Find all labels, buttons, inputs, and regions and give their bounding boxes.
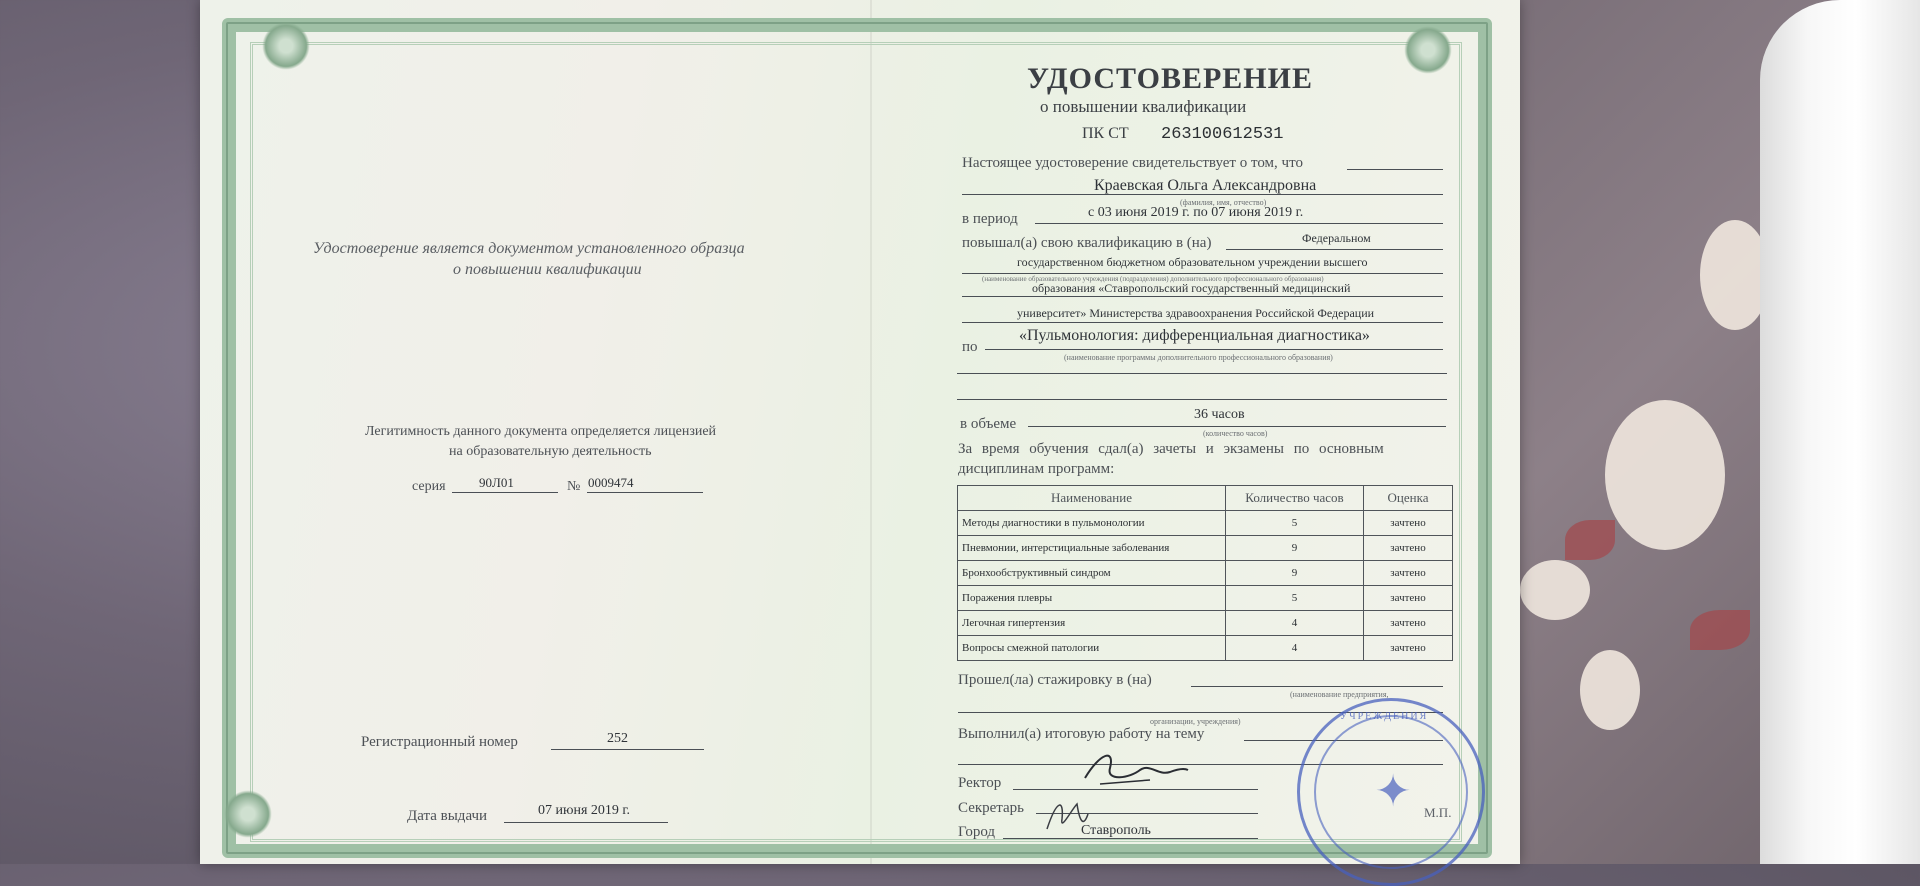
series-value: 90Л01	[479, 475, 514, 490]
cert-number: 263100612531	[1161, 125, 1284, 144]
org-underline-3	[962, 296, 1443, 297]
city-label: Город	[958, 824, 996, 840]
doc-subtitle: о повышении квалификации	[1040, 97, 1247, 116]
number-label: №	[567, 479, 581, 494]
table-row	[958, 636, 1453, 661]
corner-ornament	[224, 790, 272, 838]
program-value: «Пульмонология: дифференциальная диагностика»	[1019, 327, 1370, 344]
org-line1: Федеральном	[1302, 231, 1371, 245]
flower-decoration	[1580, 650, 1640, 730]
discipline-grade: зачтено	[1364, 536, 1453, 561]
table-header-row	[958, 486, 1453, 511]
internship-caption-2: организации, учреждения)	[1150, 717, 1241, 726]
internship-caption: (наименование предприятия,	[1290, 690, 1389, 699]
discipline-name: Пневмонии, интерстициальные заболевания	[958, 536, 1226, 561]
discipline-name: Легочная гипертензия	[958, 611, 1226, 636]
discipline-grade: зачтено	[1364, 586, 1453, 611]
col-name-header: Наименование	[958, 486, 1226, 511]
license-line1: Легитимность данного документа определяется лицензией	[365, 424, 717, 439]
leaf-decoration	[1565, 520, 1615, 560]
blank-underline-2	[957, 399, 1447, 400]
stamp-mark: М.П.	[1424, 805, 1452, 820]
program-label: по	[962, 339, 978, 355]
volume-underline	[1028, 426, 1446, 427]
org-line2: государственном бюджетном образовательном учреждении высшего	[1017, 255, 1368, 269]
number-value: 0009474	[588, 475, 634, 490]
period-value: с 03 июня 2019 г. по 07 июня 2019 г.	[1088, 205, 1304, 220]
disciplines-table	[957, 485, 1453, 661]
discipline-hours: 9	[1226, 561, 1364, 586]
volume-label: в объеме	[960, 416, 1017, 432]
org-line3: образования «Ставропольский государственный медицинский	[1032, 281, 1351, 295]
discipline-name: Поражения плевры	[958, 586, 1226, 611]
secretary-label: Секретарь	[958, 800, 1025, 816]
volume-value: 36 часов	[1194, 407, 1245, 422]
intro-underline	[1347, 169, 1443, 170]
leaf-decoration	[1690, 610, 1750, 650]
series-code: ПК СТ	[1082, 125, 1129, 142]
rector-underline	[1013, 789, 1258, 790]
final-work-label: Выполнил(а) итоговую работу на тему	[958, 726, 1205, 742]
period-label: в период	[962, 211, 1018, 227]
table-row	[958, 511, 1453, 536]
corner-ornament	[262, 22, 310, 70]
discipline-hours: 4	[1226, 636, 1364, 661]
org-underline-1	[1226, 249, 1443, 250]
series-underline	[452, 492, 558, 493]
series-label: серия	[412, 479, 446, 494]
discipline-grade: зачтено	[1364, 561, 1453, 586]
number-underline	[587, 492, 703, 493]
white-basin	[1760, 0, 1920, 864]
volume-caption: (количество часов)	[1203, 429, 1268, 438]
discipline-hours: 4	[1226, 611, 1364, 636]
org-caption: (наименование образовательного учреждения (подразделения) дополнительного профессионального образования)	[982, 275, 1324, 283]
table-row	[958, 611, 1453, 636]
period-underline	[1035, 223, 1443, 224]
stamp-text: УЧРЕЖДЕНИЯ	[1340, 711, 1429, 722]
col-grade-header: Оценка	[1364, 486, 1453, 511]
name-caption: (фамилия, имя, отчество)	[1180, 198, 1267, 207]
intro-text: Настоящее удостоверение свидетельствует о том, что	[962, 155, 1303, 171]
rector-label: Ректор	[958, 775, 1002, 791]
discipline-grade: зачтено	[1364, 511, 1453, 536]
issue-label: Дата выдачи	[407, 808, 488, 824]
notice-line2: о повышении квалификации	[453, 261, 642, 278]
discipline-hours: 5	[1226, 586, 1364, 611]
program-caption: (наименование программы дополнительного профессионального образования)	[1064, 353, 1333, 362]
secretary-signature	[1042, 794, 1092, 834]
table-row	[958, 586, 1453, 611]
table-row	[958, 561, 1453, 586]
official-stamp	[1297, 698, 1485, 886]
reg-underline	[551, 749, 704, 750]
discipline-name: Бронхообструктивный синдром	[958, 561, 1226, 586]
license-line2: на образовательную деятельность	[449, 444, 652, 459]
org-underline-4	[962, 322, 1443, 323]
col-hours-header: Количество часов	[1226, 486, 1364, 511]
discipline-name: Методы диагностики в пульмонологии	[958, 511, 1226, 536]
issue-value: 07 июня 2019 г.	[538, 803, 631, 818]
discipline-grade: зачтено	[1364, 611, 1453, 636]
discipline-name: Вопросы смежной патологии	[958, 636, 1226, 661]
doc-title: УДОСТОВЕРЕНИЕ	[1027, 62, 1313, 95]
notice-line1: Удостоверение является документом установленного образца	[313, 240, 745, 257]
discipline-hours: 9	[1226, 536, 1364, 561]
reg-label: Регистрационный номер	[361, 734, 518, 750]
city-value: Ставрополь	[1081, 823, 1151, 838]
reg-value: 252	[607, 731, 628, 746]
internship-label: Прошел(ла) стажировку в (на)	[958, 672, 1152, 688]
internship-underline	[1191, 686, 1443, 687]
discipline-grade: зачтено	[1364, 636, 1453, 661]
flower-decoration	[1520, 560, 1590, 620]
rector-signature	[1080, 748, 1190, 788]
flower-decoration	[1605, 400, 1725, 550]
table-row	[958, 536, 1453, 561]
org-line4: университет» Министерства здравоохранения Российской Федерации	[1017, 306, 1375, 320]
issue-underline	[504, 822, 668, 823]
program-underline	[985, 349, 1443, 350]
discipline-hours: 5	[1226, 511, 1364, 536]
eagle-emblem-icon: ✦	[1374, 767, 1412, 816]
improved-label: повышал(а) свою квалификацию в (на)	[962, 235, 1212, 251]
exams-text-2: дисциплинам программ:	[958, 461, 1115, 477]
exams-text-1: За время обучения сдал(а) зачеты и экзамены по основным	[958, 441, 1384, 457]
blank-underline-1	[957, 373, 1447, 374]
full-name: Краевская Ольга Александровна	[1094, 177, 1317, 194]
org-underline-2	[962, 273, 1443, 274]
corner-ornament	[1404, 26, 1452, 74]
